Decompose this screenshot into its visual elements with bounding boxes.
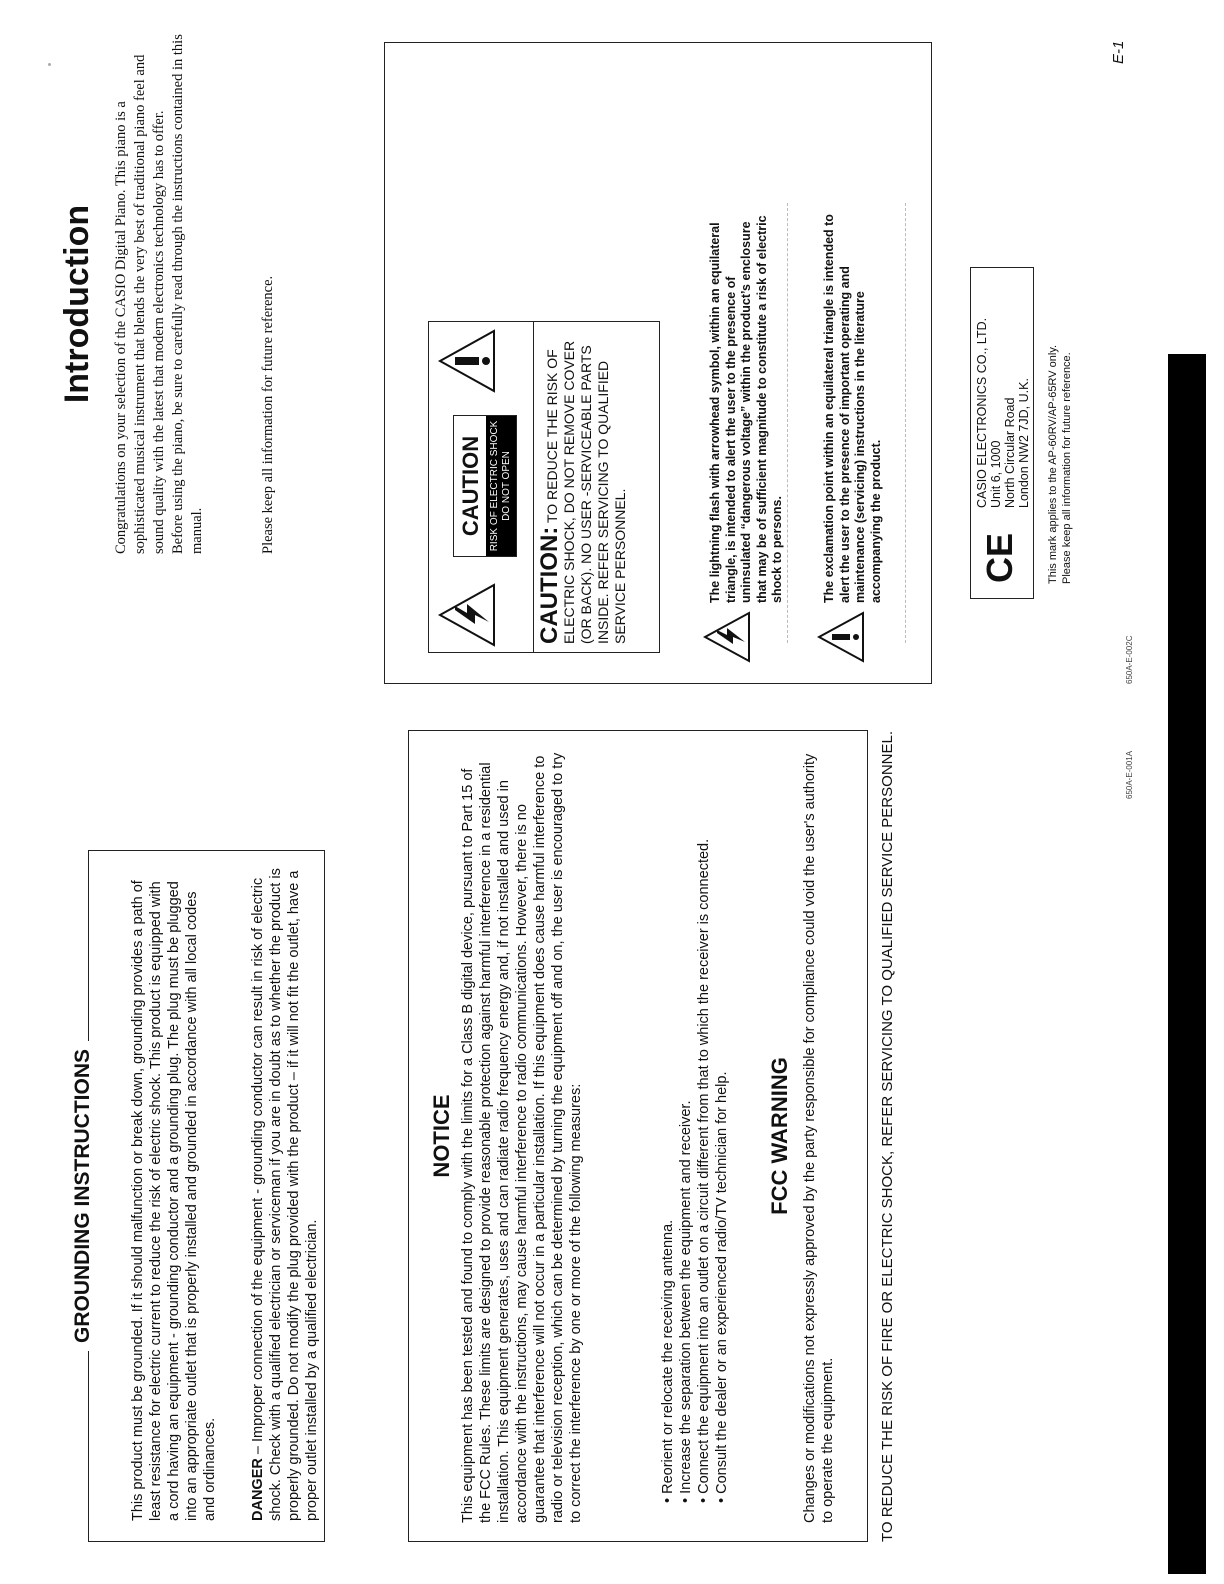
risk-line-2: DO NOT OPEN <box>501 451 512 521</box>
page-number: E-1 <box>1110 40 1127 64</box>
caution-text: TO REDUCE THE RISK OF ELECTRIC SHOCK, DO NOT REMOVE COVER (OR BACK). NO USER -SERVICEABLE PARTS INSIDE. REFER SERVICING TO QUALIFIED SERVICE PERSONNEL. <box>544 340 628 644</box>
print-code-left: 650A-E-001A <box>1125 750 1134 799</box>
black-edge-bar <box>1168 354 1206 1574</box>
caution-instructions <box>536 330 629 644</box>
speck <box>48 63 51 66</box>
page-title: Introduction <box>58 204 96 404</box>
danger-paragraph <box>249 861 321 1521</box>
list-item: • Consult the dealer or an experienced radio/TV technician for help. <box>714 1071 730 1503</box>
address-line: London NW2 7JD, U.K. <box>1017 378 1031 508</box>
risk-line-1: RISK OF ELECTRIC SHOCK <box>489 420 500 552</box>
notice-box <box>408 730 868 1542</box>
divider <box>905 203 906 643</box>
danger-label: DANGER <box>250 1458 266 1521</box>
caution-label-center <box>453 415 517 557</box>
address-line: Unit 6, 1000 <box>989 440 1003 508</box>
intro-paragraph <box>112 34 207 554</box>
grounding-paragraph: This product must be grounded. If it should malfunction or break down, grounding provides a path of least resistance for electric current to reduce the risk of electric shock. This product is equipped with a cord having an equipment - grounding conductor and a grounding plug. The plug must be plugged into an appropriate outlet that is properly installed and grounded in accordance with all local codes and ordinances. <box>130 880 218 1521</box>
fcc-warning-body: Changes or modifications not expressly approved by the party responsible for compliance could void the user's authority to operate the equipment. <box>802 753 836 1523</box>
manufacturer-address <box>975 318 1031 508</box>
intro-keep-note: Please keep all information for future reference. <box>260 275 276 554</box>
grounding-box <box>71 850 325 1542</box>
service-warning: TO REDUCE THE RISK OF FIRE OR ELECTRIC SHOCK, REFER SERVICING TO QUALIFIED SERVICE PERSONNEL. <box>879 731 896 1542</box>
label-divider <box>533 322 534 652</box>
ce-box <box>970 267 1034 599</box>
address-line: North Circular Road <box>1003 397 1017 508</box>
ce-mark: CE <box>979 532 1020 583</box>
caution-lead: CAUTION: <box>536 526 563 644</box>
ce-note-line: This mark applies to the AP-60RV/AP-65RV only. <box>1047 344 1059 584</box>
lightning-triangle-icon <box>703 611 751 663</box>
notice-title: NOTICE <box>429 1094 454 1178</box>
lightning-explanation: The lightning flash with arrowhead symbol, within an equilateral triangle, is intended to alert the user to the presence of uninsulated “dangerous voltage” within the product’s enclosure that may be of sufficient magnitude to constitute a risk of electric shock to persons. <box>708 215 784 603</box>
caution-word: CAUTION <box>458 435 483 537</box>
list-item: • Connect the equipment into an outlet on a circuit different from that to which the receiver is connected. <box>696 838 712 1503</box>
grounding-title: GROUNDING INSTRUCTIONS <box>71 851 95 1541</box>
risk-banner <box>486 416 516 556</box>
caution-label <box>428 321 660 653</box>
caution-box <box>384 42 932 684</box>
list-item: • Increase the separation between the equipment and receiver. <box>678 1100 694 1503</box>
lightning-triangle-icon <box>437 582 497 648</box>
divider <box>787 203 788 643</box>
print-code-right: 650A-E-002C <box>1125 635 1134 684</box>
ce-note-line: Please keep all information for future reference. <box>1061 352 1073 584</box>
intro-read-instructions: Before using the piano, be sure to carefully read through the instructions contained in this manual. <box>170 34 205 554</box>
notice-body: This equipment has been tested and found to comply with the limits for a Class B digital device, pursuant to Part 15 of the FCC Rules. These limits are designed to provide reasonable protection against harmful interference in a residential installation. This equipment generates, uses and can radiate radio frequency energy and, if not installed and used in accordance with the instructions, may cause harmful interference to radio communications. However, there is no guarantee that interference will not occur in a particular installation. If this equipment does cause harmful interference to radio or television reception, which can be determined by turning the equipment off and on, the user is encouraged to try to correct the interference by one or more of the following measures: <box>460 752 584 1523</box>
list-item: • Reorient or relocate the receiving antenna. <box>660 1219 676 1503</box>
exclamation-triangle-icon <box>437 328 497 394</box>
exclamation-triangle-icon <box>817 611 865 663</box>
ce-note <box>1046 345 1074 584</box>
fcc-warning-title: FCC WARNING <box>767 1057 792 1215</box>
address-line: CASIO ELECTRONICS CO., LTD. <box>975 317 989 508</box>
danger-text: – Improper connection of the equipment - grounding conductor can result in risk of electric shock. Check with a qualified electrician or serviceman if you are in doubt as to whether the product is properly grounded. Do not modify the plug provided with the product – if it will not fit the outlet, have a proper outlet installed by a qualified electrician. <box>250 868 320 1521</box>
notice-measures-list <box>659 763 731 1503</box>
exclamation-explanation: The exclamation point within an equilateral triangle is intended to alert the user to the presence of important operating and maintenance (servicing) instructions in the literature accompanying the product. <box>822 214 883 603</box>
intro-congratulations: Congratulations on your selection of the CASIO Digital Piano. This piano is a sophisticated musical instrument that blends the very best of traditional piano feel and sound quality with the latest that modern electronics technology has to offer. <box>113 54 167 554</box>
